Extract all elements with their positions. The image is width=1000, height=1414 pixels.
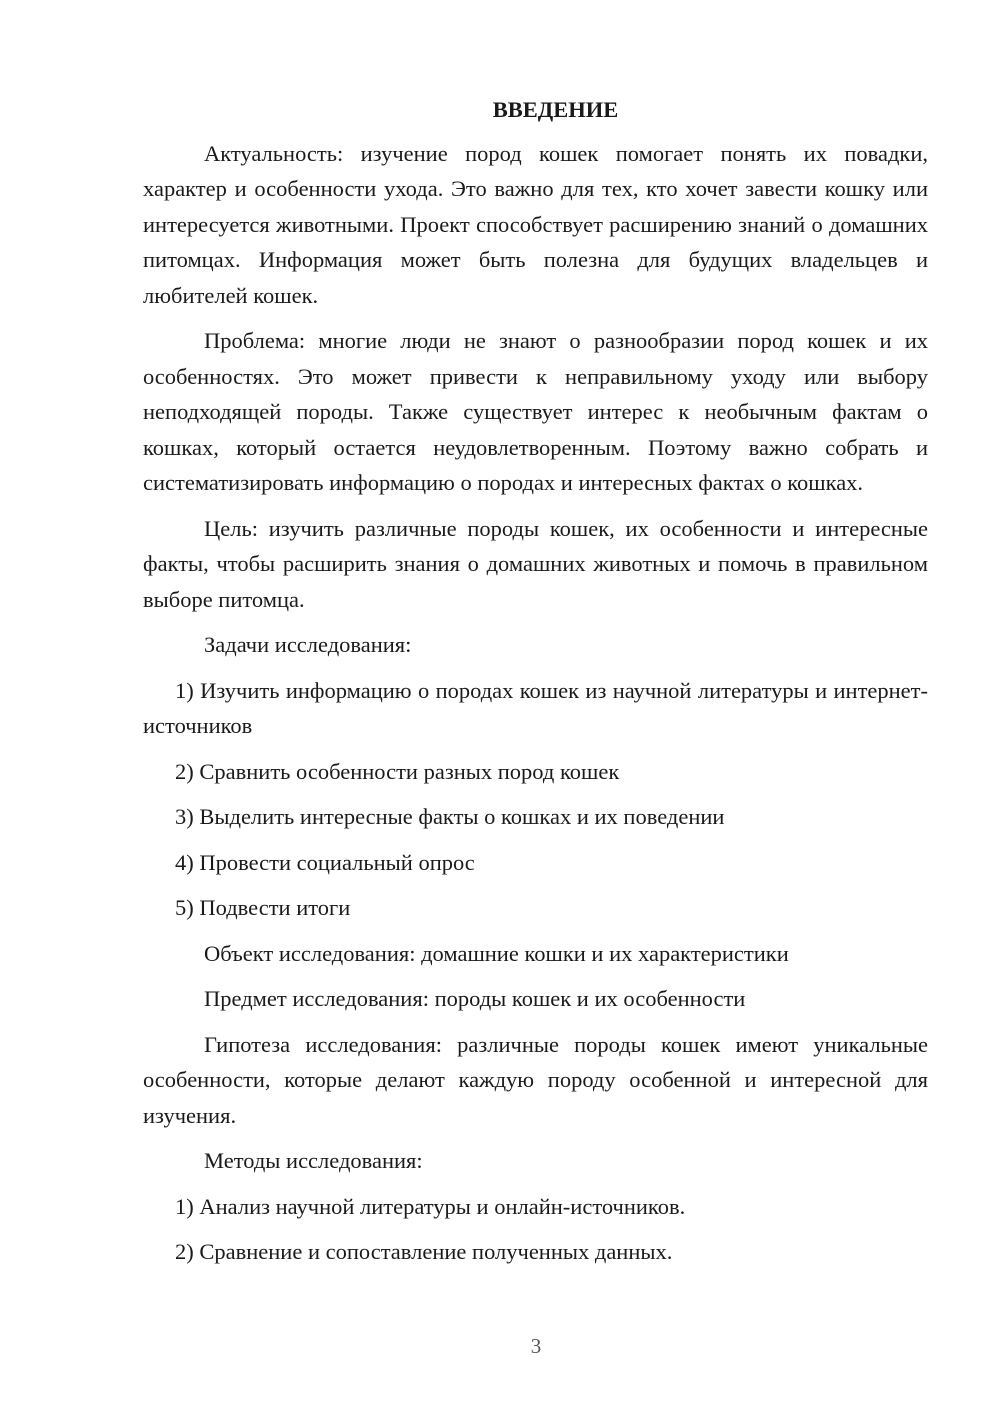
document-page xyxy=(143,92,928,1280)
page-number: 3 xyxy=(530,1334,542,1358)
task-item: 2) Сравнить особенности разных пород кошек xyxy=(175,758,620,784)
hypothesis-paragraph: Гипотеза исследования: различные породы кошек имеют уникальные особенности, которые делают каждую породу особенной и интересной для изучения. xyxy=(143,1031,928,1128)
tasks-heading: Задачи исследования: xyxy=(204,632,412,657)
methods-heading: Методы исследования: xyxy=(204,1148,423,1173)
method-item: 2) Сравнение и сопоставление полученных данных. xyxy=(175,1239,673,1264)
problem-paragraph: Проблема: многие люди не знают о разнообразии пород кошек и их особенностях. Это может привести к неправильному уходу или выбору неподходящей породы. Также существует интерес к необычным фактам о кошках, который остается неудовлетворенным. Поэтому важно собрать и систематизировать информацию о породах и интересных фактах о кошках. xyxy=(143,328,928,495)
page-title: ВВЕДЕНИЕ xyxy=(492,97,619,122)
relevance-paragraph: Актуальность: изучение пород кошек помогает понять их повадки, характер и особенности ухода. Это важно для тех, кто хочет завести кошку или интересуется животными. Проект способствует расширению знаний о домашних питомцах. Информация может быть полезна для будущих владельцев и любителей кошек. xyxy=(143,140,928,308)
goal-paragraph: Цель: изучить различные породы кошек, их особенности и интересные факты, чтобы расширить знания о домашних животных и помочь в правильном выборе питомца. xyxy=(143,515,928,612)
task-item: 5) Подвести итоги xyxy=(175,895,351,920)
task-item: 3) Выделить интересные факты о кошках и их поведении xyxy=(175,804,725,829)
task-item: 4) Провести социальный опрос xyxy=(175,849,475,875)
task-item: 1) Изучить информацию о породах кошек из научной литературы и интернет-источников xyxy=(143,677,928,738)
research-subject: Предмет исследования: породы кошек и их особенности xyxy=(204,986,746,1011)
research-object: Объект исследования: домашние кошки и их характеристики xyxy=(204,940,789,966)
method-item: 1) Анализ научной литературы и онлайн-источников. xyxy=(175,1193,686,1219)
